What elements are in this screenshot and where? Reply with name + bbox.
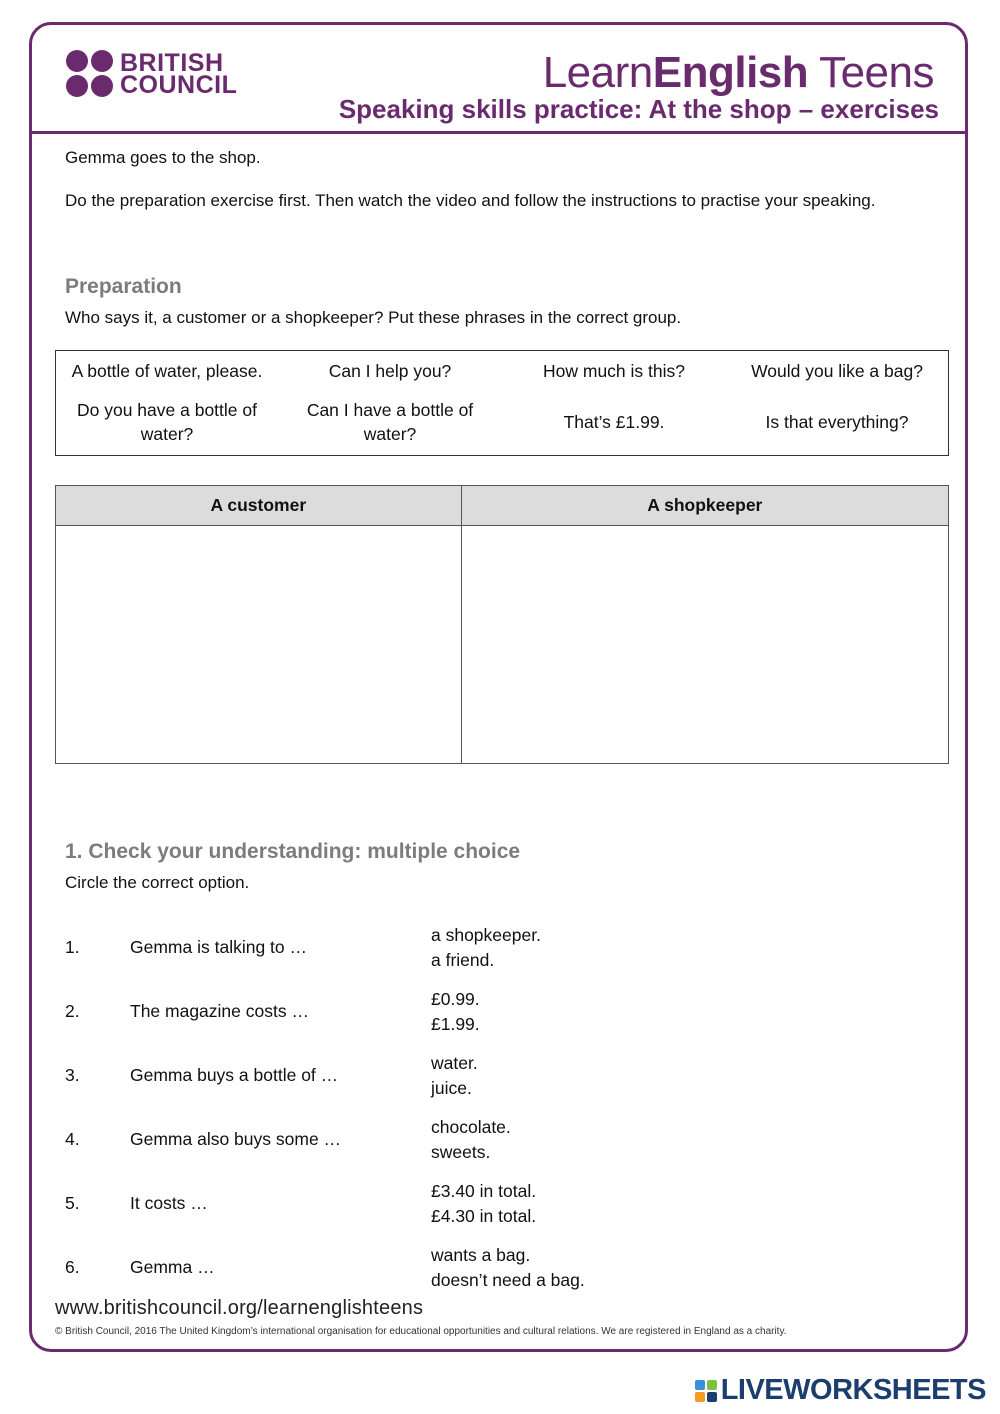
phrase-item[interactable]: A bottle of water, please. bbox=[71, 361, 263, 381]
learnenglish-teens-logo: LearnEnglish Teens bbox=[542, 48, 934, 97]
question-number: 1. bbox=[65, 937, 80, 957]
section-1-instruction: Circle the correct option. bbox=[65, 873, 250, 892]
question-number: 5. bbox=[65, 1193, 80, 1213]
answer-option[interactable]: sweets. bbox=[431, 1142, 491, 1162]
question-number: 2. bbox=[65, 1001, 80, 1021]
phrase-item[interactable]: Do you have a bottle of water? bbox=[77, 400, 257, 444]
answer-option[interactable]: wants a bag. bbox=[431, 1245, 531, 1265]
answer-option[interactable]: a shopkeeper. bbox=[431, 925, 541, 945]
phrase-item[interactable]: Is that everything? bbox=[765, 412, 909, 432]
intro-line-1: Gemma goes to the shop. bbox=[65, 148, 261, 167]
logo-line-1: BRITISH bbox=[120, 49, 224, 77]
customer-drop-zone[interactable] bbox=[56, 526, 462, 764]
header-divider bbox=[31, 131, 968, 134]
footer-url: www.britishcouncil.org/learnenglishteens bbox=[55, 1297, 424, 1319]
answer-option[interactable]: a friend. bbox=[431, 950, 495, 970]
intro-line-2: Do the preparation exercise first. Then watch the video and follow the instructions to practise your speaking. bbox=[65, 191, 876, 210]
answer-option[interactable]: £4.30 in total. bbox=[431, 1206, 537, 1226]
shopkeeper-drop-zone[interactable] bbox=[461, 526, 948, 764]
phrase-item[interactable]: How much is this? bbox=[543, 361, 685, 381]
preparation-instruction: Who says it, a customer or a shopkeeper? Put these phrases in the correct group. bbox=[65, 308, 682, 327]
shopkeeper-column-header: A shopkeeper bbox=[461, 486, 948, 526]
phrase-item[interactable]: Can I have a bottle of water? bbox=[306, 400, 474, 444]
answer-option[interactable]: water. bbox=[431, 1053, 478, 1073]
footer-copyright: © British Council, 2016 The United Kingdom’s international organisation for educational opportunities and cultural relations. We are registered in England as a charity. bbox=[55, 1326, 787, 1337]
phrase-bank bbox=[55, 350, 949, 456]
liveworksheets-logo-icon bbox=[695, 1380, 717, 1402]
british-council-dots-icon bbox=[66, 50, 114, 98]
question-text: Gemma … bbox=[130, 1257, 215, 1277]
customer-column-header: A customer bbox=[56, 486, 462, 526]
logo-line-2: COUNCIL bbox=[120, 71, 238, 99]
page-title: Speaking skills practice: At the shop – exercises bbox=[338, 94, 939, 124]
phrase-item[interactable]: Can I help you? bbox=[328, 361, 452, 381]
answer-option[interactable]: £0.99. bbox=[431, 989, 480, 1009]
question-number: 3. bbox=[65, 1065, 80, 1085]
question-text: It costs … bbox=[130, 1193, 208, 1213]
liveworksheets-watermark bbox=[695, 1374, 986, 1407]
question-text: The magazine costs … bbox=[130, 1001, 309, 1021]
preparation-heading: Preparation bbox=[65, 275, 182, 298]
phrase-item[interactable]: That’s £1.99. bbox=[563, 412, 665, 432]
sorting-table bbox=[55, 485, 949, 764]
question-text: Gemma is talking to … bbox=[130, 937, 307, 957]
phrase-item[interactable]: Would you like a bag? bbox=[751, 361, 923, 381]
answer-option[interactable]: juice. bbox=[431, 1078, 472, 1098]
question-number: 6. bbox=[65, 1257, 80, 1277]
answer-option[interactable]: doesn’t need a bag. bbox=[431, 1270, 585, 1290]
liveworksheets-label: LIVEWORKSHEETS bbox=[720, 1374, 986, 1406]
answer-option[interactable]: chocolate. bbox=[431, 1117, 511, 1137]
question-text: Gemma also buys some … bbox=[130, 1129, 342, 1149]
question-text: Gemma buys a bottle of … bbox=[130, 1065, 339, 1085]
answer-option[interactable]: £3.40 in total. bbox=[431, 1181, 537, 1201]
british-council-logo bbox=[66, 50, 237, 98]
question-number: 4. bbox=[65, 1129, 80, 1149]
section-1-heading: 1. Check your understanding: multiple choice bbox=[65, 840, 521, 863]
answer-option[interactable]: £1.99. bbox=[431, 1014, 480, 1034]
